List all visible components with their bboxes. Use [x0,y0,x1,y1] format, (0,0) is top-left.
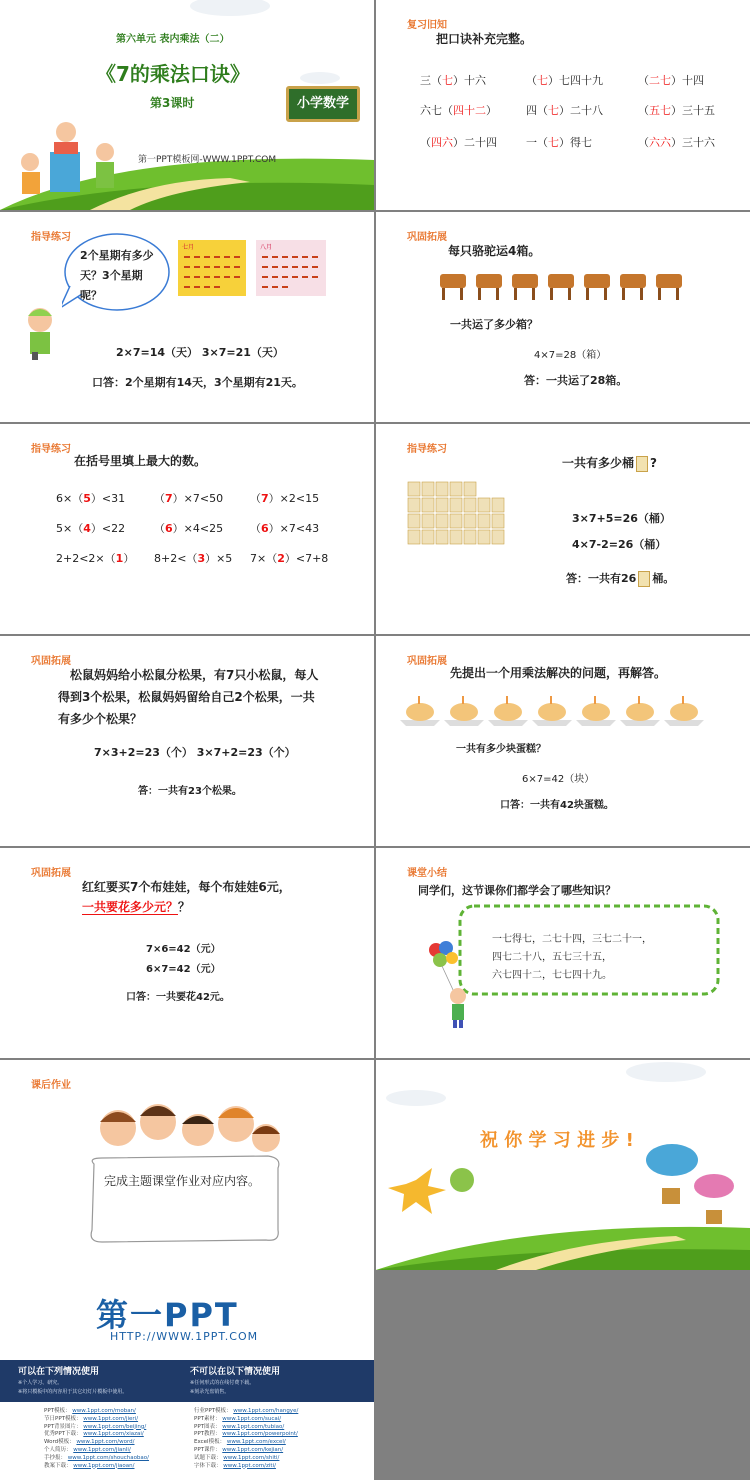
camels-illustration [436,266,686,302]
slide-label: 巩固拓展 [407,656,447,667]
boy-illustration [22,304,62,360]
link-row[interactable]: PPT模板： www.1ppt.com/moban/ [44,1408,136,1414]
lesson-title: 《7的乘法口诀》 [96,62,250,86]
links-right [194,1408,298,1470]
problem-line-3: 有多少个松果？ [58,712,143,726]
slide-label: 课后作业 [31,1080,71,1091]
slide-summary[interactable] [376,848,750,1058]
cannot-use-1: ※任何形式的在线付费下载。 [190,1380,255,1386]
homework-text: 完成主题课堂作业对应内容。 [104,1174,261,1188]
answer: 答：一共运了28箱。 [524,374,628,387]
question-text: 2个星期有多少天？3个星期呢？ [80,249,154,302]
answer: 口答：2个星期有14天，3个星期有21天。 [92,376,303,389]
equation-2: 4×7-2=26（桶） [572,538,667,551]
link-row[interactable]: PPT课件： www.1ppt.com/kejian/ [194,1446,284,1453]
summary-line-2: 四七二十八，五七三十五， [492,952,612,963]
can-use-title: 可以在下列情况使用 [18,1367,100,1377]
answer: 口答：一共要花42元。 [126,992,230,1003]
slide-label: 指导练习 [407,444,447,455]
row-1-col-2: （6）×7<43 [250,522,320,535]
bucket-icon [636,456,648,472]
cannot-use-title: 不可以在以下情况使用 [190,1367,281,1377]
lesson-number: 第3课时 [150,96,195,110]
cakes-illustration [400,692,720,726]
equation: 6×7=42（块） [522,774,595,785]
problem-line-2: 得到3个松果，松鼠妈妈留给自己2个松果，一共 [58,690,315,704]
row-0-col-2: （二七）十四 [638,74,704,87]
problem-line-1: 松鼠妈妈给小松鼠分松果，有7只小松鼠，每人 [70,668,319,682]
answer: 口答：一共有42块蛋糕。 [500,800,614,811]
equation-1: 7×6=42（元） [146,944,221,955]
usage-panel [0,1360,374,1402]
link-row[interactable]: PPT背景图片： www.1ppt.com/beijing/ [44,1423,147,1430]
link-row[interactable]: PPT教程： www.1ppt.com/powerpoint/ [194,1431,298,1438]
link-row[interactable]: 行业PPT模板： www.1ppt.com/hangye/ [194,1408,299,1414]
slide-homework[interactable] [0,1060,374,1270]
buckets-illustration [406,480,510,560]
row-0-col-0: 6×（5）<31 [56,492,126,505]
subject-badge: 小学数学 [286,86,360,122]
question: 一共运了多少箱？ [450,318,538,331]
link-row[interactable]: Excel模板： www.1ppt.com/excel/ [194,1439,286,1446]
row-2-col-1: 一（七）得七 [526,136,592,149]
link-row[interactable]: PPT图表： www.1ppt.com/tubiao/ [194,1423,285,1430]
link-row[interactable]: PPT素材： www.1ppt.com/sucai/ [194,1415,282,1422]
slide-title[interactable] [0,0,374,210]
slide-dolls[interactable] [0,848,374,1058]
slide-label: 复习旧知 [407,20,447,31]
equation: 4×7=28（箱） [534,350,607,361]
slide-label: 巩固拓展 [31,868,71,879]
row-0-col-1: （7）×7<50 [154,492,224,505]
slide-label: 指导练习 [31,444,71,455]
brand-logo: 第一PPT [96,1296,239,1334]
equation-2: 6×7=42（元） [146,964,221,975]
link-row[interactable]: 教案下载： www.1ppt.com/jiaoan/ [44,1462,135,1469]
link-row[interactable]: Word模板： www.1ppt.com/word/ [44,1439,135,1446]
slide-label: 指导练习 [31,232,71,243]
link-row[interactable]: 手抄报： www.1ppt.com/shouchaobao/ [44,1454,150,1461]
row-0-col-0: 三（七）十六 [420,74,486,87]
can-use-2: ※将只模板中的内容用于其它幻灯片模板中使用。 [18,1389,128,1395]
question: 一共有多少桶 ? [562,456,657,470]
problem-text: 每只骆驼运4箱。 [448,244,541,258]
calendar-title: 八月 [260,244,273,251]
row-2-col-0: 2+2<2×（1） [56,552,135,565]
slide-label: 巩固拓展 [407,232,447,243]
row-1-col-2: （五七）三十五 [638,104,715,117]
row-0-col-2: （7）×2<15 [250,492,320,505]
question: 一共有多少块蛋糕？ [456,744,546,755]
slide-pinecones[interactable] [0,636,374,846]
slide-closing[interactable] [376,1060,750,1270]
link-row[interactable]: 字体下载： www.1ppt.com/ziti/ [194,1462,276,1469]
equation-1: 3×7+5=26（桶） [572,512,671,525]
row-1-col-0: 5×（4）<22 [56,522,126,535]
row-2-col-0: （四六）二十四 [420,136,497,149]
problem-line-2: 一共要花多少元？？ [82,900,191,914]
link-row[interactable]: 个人简历： www.1ppt.com/jianli/ [44,1446,131,1453]
summary-line-1: 一七得七，二七十四，三七二十一， [492,934,652,945]
cannot-use-2: ※刻录光盘销售。 [190,1389,230,1395]
link-row[interactable]: 节日PPT模板： www.1ppt.com/jieri/ [44,1415,139,1422]
calendar-title: 七月 [182,244,195,251]
calendar-july [178,240,246,296]
slide-cakes[interactable] [376,636,750,846]
row-1-col-1: （6）×4<25 [154,522,224,535]
slide-camels[interactable] [376,212,750,422]
instruction: 在括号里填上最大的数。 [74,454,207,468]
children-reading-illustration [10,112,130,202]
equation: 2×7=14（天） 3×7=21（天） [116,346,284,359]
equation: 7×3+2=23（个） 3×7+2=23（个） [94,746,296,759]
slide-label: 课堂小结 [407,868,447,879]
instruction: 先提出一个用乘法解决的问题，再解答。 [450,666,667,680]
link-row[interactable]: 优秀PPT下载： www.1ppt.com/xiazai/ [44,1431,144,1438]
brand-url: HTTP://WWW.1PPT.COM [110,1330,259,1343]
answer: 答：一共有26 桶。 [566,572,675,585]
summary-line-3: 六七四十二，七七四十九。 [492,970,612,981]
slide-review[interactable] [376,0,750,210]
site-text: 第一PPT模板网-WWW.1PPT.COM [138,155,277,165]
row-2-col-2: 7×（2）<7+8 [250,552,329,565]
slide-fill-brackets[interactable] [0,424,374,634]
closing-background [376,1060,750,1270]
question: 同学们，这节课你们都学会了哪些知识？ [418,884,616,897]
answer: 答：一共有23个松果。 [138,786,242,797]
row-0-col-1: （七）七四十九 [526,74,603,87]
slide-label: 巩固拓展 [31,656,71,667]
bucket-icon [638,571,650,587]
slide-weeks[interactable] [0,212,374,422]
links-left [44,1408,149,1470]
row-2-col-2: （六六）三十六 [638,136,715,149]
row-2-col-1: 8+2<（3）×5 [154,552,233,565]
row-1-col-1: 四（七）二十八 [526,104,603,117]
slide-info[interactable] [0,1270,374,1480]
closing-message: 祝 你 学 习 进 步 ! [480,1130,634,1151]
unit-title: 第六单元 表内乘法（二） [116,34,230,45]
calendar-august [256,240,326,296]
problem-line-1: 红红要买7个布娃娃，每个布娃娃6元， [82,880,291,894]
balloon-boy-illustration [426,940,476,1030]
row-1-col-0: 六七（四十二） [420,104,497,117]
link-row[interactable]: 试题下载： www.1ppt.com/shiti/ [194,1454,280,1461]
can-use-1: ※个人学习、研究。 [18,1380,63,1386]
slide-buckets[interactable] [376,424,750,634]
instruction: 把口诀补充完整。 [436,32,533,46]
